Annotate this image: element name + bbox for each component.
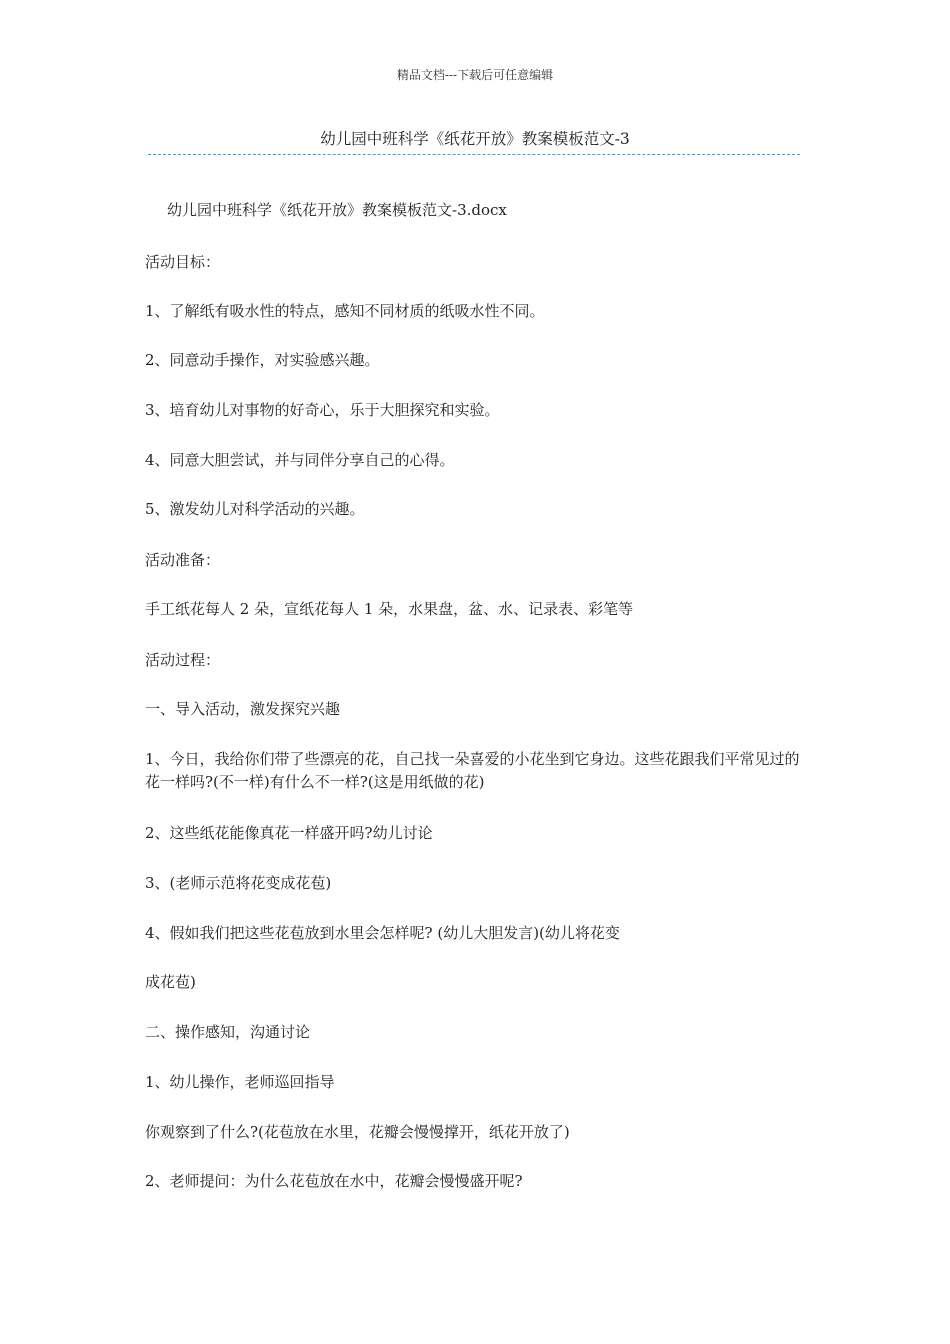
document-title: 幼儿园中班科学《纸花开放》教案模板范文-3 <box>320 130 630 148</box>
subsection-heading: 二、操作感知，沟通讨论 <box>145 1023 311 1041</box>
header-note: 精品文档---下载后可任意编辑 <box>396 68 554 82</box>
subsection-heading: 一、导入活动，激发探究兴趣 <box>145 700 341 718</box>
paragraph: 1、了解纸有吸水性的特点，感知不同材质的纸吸水性不同。 <box>145 302 545 320</box>
paragraph: 1、今日，我给你们带了些漂亮的花，自己找一朵喜爱的小花坐到它身边。这些花跟我们平常见过的花一样吗?(不一样)有什么不一样?(这是用纸做的花) <box>145 750 800 791</box>
file-name-paragraph: 幼儿园中班科学《纸花开放》教案模板范文-3.docx <box>167 201 507 219</box>
paragraph: 2、老师提问：为什么花苞放在水中，花瓣会慢慢盛开呢? <box>145 1172 523 1190</box>
paragraph: 3、(老师示范将花变成花苞) <box>145 874 332 892</box>
section-heading-process: 活动过程： <box>145 651 221 669</box>
paragraph: 手工纸花每人 2 朵，宣纸花每人 1 朵，水果盘，盆、水、记录表、彩笔等 <box>145 600 634 618</box>
paragraph: 2、同意动手操作，对实验感兴趣。 <box>145 351 380 369</box>
paragraph: 1、幼儿操作，老师巡回指导 <box>145 1073 335 1091</box>
paragraph: 你观察到了什么?(花苞放在水里，花瓣会慢慢撑开，纸花开放了) <box>145 1123 570 1141</box>
paragraph: 5、激发幼儿对科学活动的兴趣。 <box>145 500 365 518</box>
paragraph: 2、这些纸花能像真花一样盛开吗?幼儿讨论 <box>145 824 433 842</box>
section-heading-objectives: 活动目标： <box>145 253 221 271</box>
section-heading-preparation: 活动准备： <box>145 551 221 569</box>
title-divider <box>148 154 800 155</box>
paragraph: 成花苞) <box>145 973 196 991</box>
paragraph: 3、培育幼儿对事物的好奇心，乐于大胆探究和实验。 <box>145 401 500 419</box>
paragraph: 4、假如我们把这些花苞放到水里会怎样呢? (幼儿大胆发言)(幼儿将花变 <box>145 924 620 942</box>
paragraph: 4、同意大胆尝试，并与同伴分享自己的心得。 <box>145 451 455 469</box>
